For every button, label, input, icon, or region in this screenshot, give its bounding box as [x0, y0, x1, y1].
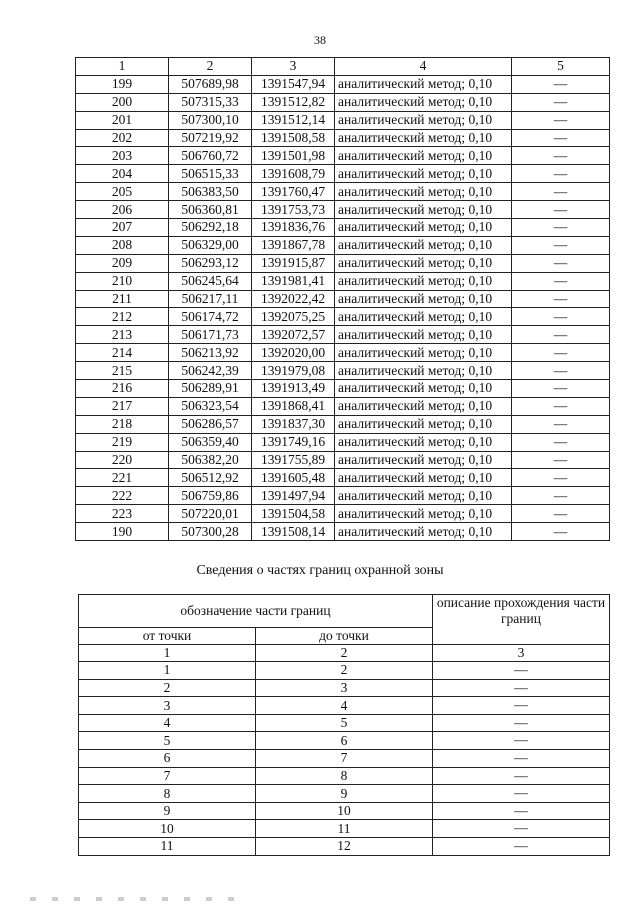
part-description-cell: —: [433, 750, 610, 768]
description-cell: —: [512, 397, 610, 415]
y-coordinate-cell: 1391836,76: [252, 219, 335, 237]
from-point-cell: 10: [79, 820, 256, 838]
method-accuracy-cell: аналитический метод; 0,10: [335, 290, 512, 308]
method-accuracy-cell: аналитический метод; 0,10: [335, 236, 512, 254]
coordinates-header-row: [76, 58, 610, 76]
table-row: [76, 129, 610, 147]
point-number-cell: 209: [76, 254, 169, 272]
coordinates-body: [76, 75, 610, 540]
part-description-cell: —: [433, 697, 610, 715]
header-description-cont: [433, 627, 610, 644]
description-cell: —: [512, 362, 610, 380]
x-coordinate-cell: 506242,39: [169, 362, 252, 380]
point-number-cell: 203: [76, 147, 169, 165]
description-cell: —: [512, 272, 610, 290]
boundary-parts-table: [78, 594, 610, 856]
y-coordinate-cell: 1391979,08: [252, 362, 335, 380]
part-description-cell: —: [433, 785, 610, 803]
description-cell: —: [512, 219, 610, 237]
col-header-3: 3: [252, 58, 335, 76]
method-accuracy-cell: аналитический метод; 0,10: [335, 165, 512, 183]
to-point-cell: 5: [256, 714, 433, 732]
x-coordinate-cell: 506245,64: [169, 272, 252, 290]
to-point-cell: 10: [256, 802, 433, 820]
description-cell: —: [512, 415, 610, 433]
part-description-cell: —: [433, 679, 610, 697]
y-coordinate-cell: 1392075,25: [252, 308, 335, 326]
point-number-cell: 208: [76, 236, 169, 254]
table-row: [79, 662, 610, 680]
method-accuracy-cell: аналитический метод; 0,10: [335, 326, 512, 344]
header-to-point: до точки: [256, 627, 433, 644]
description-cell: —: [512, 254, 610, 272]
point-number-cell: 206: [76, 201, 169, 219]
description-cell: —: [512, 451, 610, 469]
x-coordinate-cell: 506213,92: [169, 344, 252, 362]
x-coordinate-cell: 506174,72: [169, 308, 252, 326]
x-coordinate-cell: 507689,98: [169, 75, 252, 93]
table-row: [79, 802, 610, 820]
from-point-cell: 7: [79, 767, 256, 785]
to-point-cell: 7: [256, 750, 433, 768]
method-accuracy-cell: аналитический метод; 0,10: [335, 362, 512, 380]
y-coordinate-cell: 1391913,49: [252, 380, 335, 398]
description-cell: —: [512, 183, 610, 201]
point-number-cell: 213: [76, 326, 169, 344]
point-number-cell: 199: [76, 75, 169, 93]
method-accuracy-cell: аналитический метод; 0,10: [335, 183, 512, 201]
method-accuracy-cell: аналитический метод; 0,10: [335, 308, 512, 326]
description-cell: —: [512, 469, 610, 487]
description-cell: —: [512, 380, 610, 398]
y-coordinate-cell: 1392020,00: [252, 344, 335, 362]
table-row: [79, 838, 610, 856]
method-accuracy-cell: аналитический метод; 0,10: [335, 433, 512, 451]
page-number: 38: [314, 33, 326, 47]
method-accuracy-cell: аналитический метод; 0,10: [335, 219, 512, 237]
table-row: [76, 415, 610, 433]
description-cell: —: [512, 487, 610, 505]
x-coordinate-cell: 507219,92: [169, 129, 252, 147]
y-coordinate-cell: 1391547,94: [252, 75, 335, 93]
method-accuracy-cell: аналитический метод; 0,10: [335, 397, 512, 415]
description-cell: —: [512, 505, 610, 523]
scan-artifact: [30, 897, 250, 901]
x-coordinate-cell: 506382,20: [169, 451, 252, 469]
y-coordinate-cell: 1392072,57: [252, 326, 335, 344]
description-cell: —: [512, 308, 610, 326]
description-cell: —: [512, 236, 610, 254]
table-row: [76, 505, 610, 523]
from-point-cell: 11: [79, 838, 256, 856]
y-coordinate-cell: 1391981,41: [252, 272, 335, 290]
col-header-1: 1: [76, 58, 169, 76]
y-coordinate-cell: 1391512,14: [252, 111, 335, 129]
y-coordinate-cell: 1391837,30: [252, 415, 335, 433]
y-coordinate-cell: 1391749,16: [252, 433, 335, 451]
table-row: [79, 679, 610, 697]
to-point-cell: 4: [256, 697, 433, 715]
description-cell: —: [512, 523, 610, 541]
y-coordinate-cell: 1392022,42: [252, 290, 335, 308]
to-point-cell: 9: [256, 785, 433, 803]
description-cell: —: [512, 93, 610, 111]
table-row: [76, 111, 610, 129]
table-row: [76, 469, 610, 487]
to-point-cell: 11: [256, 820, 433, 838]
method-accuracy-cell: аналитический метод; 0,10: [335, 254, 512, 272]
point-number-cell: 222: [76, 487, 169, 505]
table-row: [79, 750, 610, 768]
x-coordinate-cell: 507220,01: [169, 505, 252, 523]
from-point-cell: 3: [79, 697, 256, 715]
table-row: [76, 451, 610, 469]
from-point-cell: 8: [79, 785, 256, 803]
y-coordinate-cell: 1391504,58: [252, 505, 335, 523]
point-number-cell: 215: [76, 362, 169, 380]
description-cell: —: [512, 433, 610, 451]
description-cell: —: [512, 290, 610, 308]
table-row: [76, 523, 610, 541]
point-number-cell: 217: [76, 397, 169, 415]
point-number-cell: 219: [76, 433, 169, 451]
from-point-cell: 4: [79, 714, 256, 732]
method-accuracy-cell: аналитический метод; 0,10: [335, 93, 512, 111]
table-row: [79, 785, 610, 803]
point-number-cell: 207: [76, 219, 169, 237]
y-coordinate-cell: 1391512,82: [252, 93, 335, 111]
method-accuracy-cell: аналитический метод; 0,10: [335, 469, 512, 487]
numbering-1: 1: [79, 644, 256, 662]
parts-subheader-row: [79, 627, 610, 644]
to-point-cell: 3: [256, 679, 433, 697]
table-row: [79, 732, 610, 750]
description-cell: —: [512, 344, 610, 362]
point-number-cell: 205: [76, 183, 169, 201]
method-accuracy-cell: аналитический метод; 0,10: [335, 523, 512, 541]
table-row: [79, 820, 610, 838]
to-point-cell: 12: [256, 838, 433, 856]
x-coordinate-cell: 506360,81: [169, 201, 252, 219]
point-number-cell: 212: [76, 308, 169, 326]
point-number-cell: 210: [76, 272, 169, 290]
point-number-cell: 218: [76, 415, 169, 433]
x-coordinate-cell: 506289,91: [169, 380, 252, 398]
parts-header-row: [79, 595, 610, 628]
method-accuracy-cell: аналитический метод; 0,10: [335, 111, 512, 129]
col-header-2: 2: [169, 58, 252, 76]
x-coordinate-cell: 506512,92: [169, 469, 252, 487]
table-row: [76, 93, 610, 111]
y-coordinate-cell: 1391501,98: [252, 147, 335, 165]
point-number-cell: 201: [76, 111, 169, 129]
header-boundary-designation: обозначение части границ: [79, 595, 433, 628]
y-coordinate-cell: 1391608,79: [252, 165, 335, 183]
table-row: [76, 254, 610, 272]
part-description-cell: —: [433, 732, 610, 750]
table-row: [76, 201, 610, 219]
x-coordinate-cell: 506217,11: [169, 290, 252, 308]
point-number-cell: 190: [76, 523, 169, 541]
point-number-cell: 214: [76, 344, 169, 362]
part-description-cell: —: [433, 820, 610, 838]
description-cell: —: [512, 201, 610, 219]
method-accuracy-cell: аналитический метод; 0,10: [335, 147, 512, 165]
y-coordinate-cell: 1391605,48: [252, 469, 335, 487]
table-row: [76, 487, 610, 505]
y-coordinate-cell: 1391915,87: [252, 254, 335, 272]
table-row: [76, 380, 610, 398]
header-description: описание прохождения части границ: [433, 595, 610, 628]
table-row: [76, 290, 610, 308]
x-coordinate-cell: 506329,00: [169, 236, 252, 254]
table-row: [79, 697, 610, 715]
from-point-cell: 1: [79, 662, 256, 680]
x-coordinate-cell: 506760,72: [169, 147, 252, 165]
to-point-cell: 6: [256, 732, 433, 750]
point-number-cell: 202: [76, 129, 169, 147]
table-row: [79, 714, 610, 732]
method-accuracy-cell: аналитический метод; 0,10: [335, 129, 512, 147]
numbering-2: 2: [256, 644, 433, 662]
x-coordinate-cell: 507300,28: [169, 523, 252, 541]
method-accuracy-cell: аналитический метод; 0,10: [335, 75, 512, 93]
description-cell: —: [512, 165, 610, 183]
y-coordinate-cell: 1391760,47: [252, 183, 335, 201]
description-cell: —: [512, 326, 610, 344]
method-accuracy-cell: аналитический метод; 0,10: [335, 487, 512, 505]
from-point-cell: 6: [79, 750, 256, 768]
col-header-5: 5: [512, 58, 610, 76]
table-row: [76, 308, 610, 326]
point-number-cell: 221: [76, 469, 169, 487]
table-row: [76, 344, 610, 362]
table-row: [76, 433, 610, 451]
method-accuracy-cell: аналитический метод; 0,10: [335, 272, 512, 290]
table-row: [76, 165, 610, 183]
table-row: [76, 236, 610, 254]
method-accuracy-cell: аналитический метод; 0,10: [335, 451, 512, 469]
y-coordinate-cell: 1391867,78: [252, 236, 335, 254]
parts-numbering-row: [79, 644, 610, 662]
from-point-cell: 9: [79, 802, 256, 820]
x-coordinate-cell: 506292,18: [169, 219, 252, 237]
y-coordinate-cell: 1391508,14: [252, 523, 335, 541]
x-coordinate-cell: 506515,33: [169, 165, 252, 183]
method-accuracy-cell: аналитический метод; 0,10: [335, 201, 512, 219]
table-row: [76, 147, 610, 165]
table-row: [76, 219, 610, 237]
to-point-cell: 2: [256, 662, 433, 680]
x-coordinate-cell: 506171,73: [169, 326, 252, 344]
table-row: [76, 362, 610, 380]
description-cell: —: [512, 147, 610, 165]
to-point-cell: 8: [256, 767, 433, 785]
point-number-cell: 200: [76, 93, 169, 111]
y-coordinate-cell: 1391755,89: [252, 451, 335, 469]
description-cell: —: [512, 129, 610, 147]
table-row: [76, 75, 610, 93]
x-coordinate-cell: 506323,54: [169, 397, 252, 415]
method-accuracy-cell: аналитический метод; 0,10: [335, 415, 512, 433]
x-coordinate-cell: 506293,12: [169, 254, 252, 272]
header-from-point: от точки: [79, 627, 256, 644]
point-number-cell: 211: [76, 290, 169, 308]
method-accuracy-cell: аналитический метод; 0,10: [335, 344, 512, 362]
part-description-cell: —: [433, 767, 610, 785]
y-coordinate-cell: 1391868,41: [252, 397, 335, 415]
table-row: [76, 272, 610, 290]
point-number-cell: 220: [76, 451, 169, 469]
x-coordinate-cell: 506359,40: [169, 433, 252, 451]
point-number-cell: 223: [76, 505, 169, 523]
table-row: [79, 767, 610, 785]
method-accuracy-cell: аналитический метод; 0,10: [335, 505, 512, 523]
table-row: [76, 397, 610, 415]
description-cell: —: [512, 75, 610, 93]
col-header-4: 4: [335, 58, 512, 76]
point-number-cell: 204: [76, 165, 169, 183]
from-point-cell: 5: [79, 732, 256, 750]
x-coordinate-cell: 507315,33: [169, 93, 252, 111]
part-description-cell: —: [433, 662, 610, 680]
parts-body: [79, 662, 610, 856]
section-title: Сведения о частях границ охранной зоны: [196, 563, 444, 578]
part-description-cell: —: [433, 802, 610, 820]
x-coordinate-cell: 506286,57: [169, 415, 252, 433]
coordinates-table: [75, 57, 610, 541]
part-description-cell: —: [433, 714, 610, 732]
part-description-cell: —: [433, 838, 610, 856]
method-accuracy-cell: аналитический метод; 0,10: [335, 380, 512, 398]
y-coordinate-cell: 1391753,73: [252, 201, 335, 219]
from-point-cell: 2: [79, 679, 256, 697]
table-row: [76, 326, 610, 344]
table-row: [76, 183, 610, 201]
x-coordinate-cell: 506383,50: [169, 183, 252, 201]
point-number-cell: 216: [76, 380, 169, 398]
x-coordinate-cell: 507300,10: [169, 111, 252, 129]
y-coordinate-cell: 1391508,58: [252, 129, 335, 147]
y-coordinate-cell: 1391497,94: [252, 487, 335, 505]
x-coordinate-cell: 506759,86: [169, 487, 252, 505]
numbering-3: 3: [433, 644, 610, 662]
description-cell: —: [512, 111, 610, 129]
